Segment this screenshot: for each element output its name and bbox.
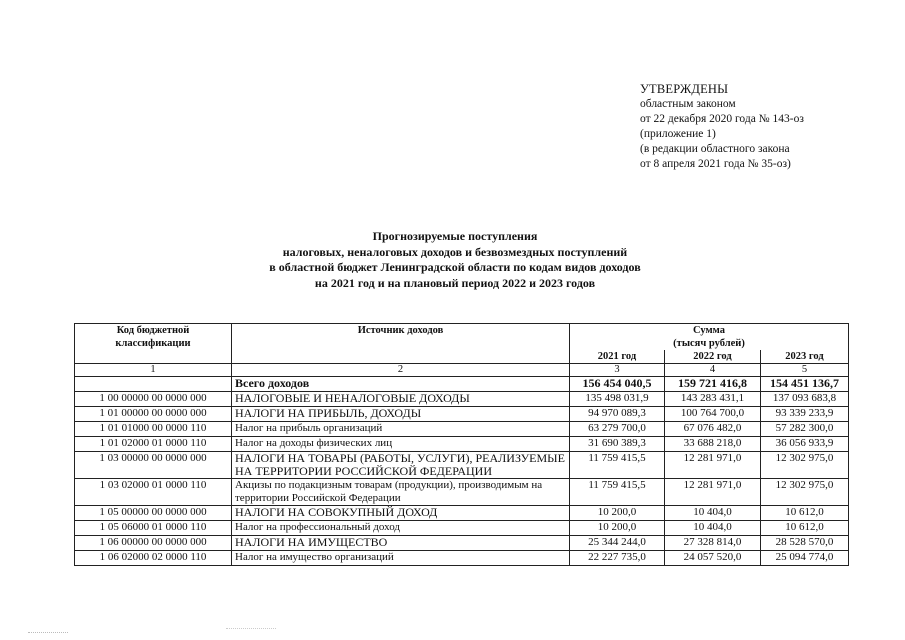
value-2022: 27 328 814,0 [665,536,761,551]
total-2023: 154 451 136,7 [761,377,849,392]
column-index-row [75,364,849,377]
code-cell: 1 01 01000 00 0000 110 [75,422,232,437]
value-2022: 100 764 700,0 [665,407,761,422]
value-2023: 137 093 683,8 [761,392,849,407]
total-code [75,377,232,392]
value-2022: 12 281 971,0 [665,452,761,479]
total-2022: 159 721 416,8 [665,377,761,392]
source-cell: НАЛОГОВЫЕ И НЕНАЛОГОВЫЕ ДОХОДЫ [232,392,570,407]
header-sum-label: Сумма [693,325,725,336]
source-cell: НАЛОГИ НА ИМУЩЕСТВО [232,536,570,551]
value-2022: 67 076 482,0 [665,422,761,437]
source-cell: Налог на доходы физических лиц [232,437,570,452]
value-2021: 11 759 415,5 [570,452,665,479]
title-line: Прогнозируемые поступления [372,229,538,243]
document-title [200,229,710,291]
total-row [75,377,849,392]
source-cell: Налог на профессиональный доход [232,521,570,536]
code-cell: 1 01 02000 01 0000 110 [75,437,232,452]
total-2021: 156 454 040,5 [570,377,665,392]
table-row [75,452,849,479]
approval-heading: УТВЕРЖДЕНЫ [640,82,729,96]
code-cell: 1 03 00000 00 0000 000 [75,452,232,479]
value-2021: 10 200,0 [570,521,665,536]
value-2021: 10 200,0 [570,506,665,521]
value-2021: 63 279 700,0 [570,422,665,437]
revenue-table [74,323,849,566]
code-cell: 1 05 06000 01 0000 110 [75,521,232,536]
value-2023: 12 302 975,0 [761,452,849,479]
value-2021: 25 344 244,0 [570,536,665,551]
code-cell: 1 05 00000 00 0000 000 [75,506,232,521]
table-row [75,506,849,521]
header-sum [570,324,849,351]
total-label: Всего доходов [232,377,570,392]
column-index: 5 [761,364,849,377]
value-2023: 57 282 300,0 [761,422,849,437]
code-cell: 1 06 00000 00 0000 000 [75,536,232,551]
source-cell: НАЛОГИ НА ТОВАРЫ (РАБОТЫ, УСЛУГИ), РЕАЛИЗУЕМЫЕ НА ТЕРРИТОРИИ РОССИЙСКОЙ ФЕДЕРАЦИИ [232,452,570,479]
column-index: 3 [570,364,665,377]
table-row [75,392,849,407]
code-cell: 1 01 00000 00 0000 000 [75,407,232,422]
value-2023: 93 339 233,9 [761,407,849,422]
value-2022: 33 688 218,0 [665,437,761,452]
approval-stamp [640,82,804,172]
source-cell: Акцизы по подакцизным товарам (продукции), производимым на территории Российской Федерации [232,479,570,506]
header-units: (тысяч рублей) [673,338,745,349]
title-line: на 2021 год и на плановый период 2022 и 2023 годов [314,275,596,290]
title-line: в областной бюджет Ленинградской области по кодам видов доходов [269,260,641,274]
table-row [75,407,849,422]
header-2022: 2022 год [665,350,761,364]
value-2022: 10 404,0 [665,521,761,536]
table-row [75,437,849,452]
value-2022: 10 404,0 [665,506,761,521]
table-row [75,422,849,437]
value-2023: 28 528 570,0 [761,536,849,551]
value-2021: 22 227 735,0 [570,551,665,566]
value-2023: 10 612,0 [761,521,849,536]
source-cell: Налог на имущество организаций [232,551,570,566]
code-cell: 1 03 02000 01 0000 110 [75,479,232,506]
scan-artifact [226,628,276,629]
value-2022: 143 283 431,1 [665,392,761,407]
title-line: налоговых, неналоговых доходов и безвозмездных поступлений [282,244,628,259]
table-row [75,536,849,551]
approval-line: (приложение 1) [640,128,716,140]
approval-line: от 8 апреля 2021 года № 35-оз) [640,158,791,170]
value-2022: 12 281 971,0 [665,479,761,506]
header-2023: 2023 год [761,350,849,364]
code-cell: 1 06 02000 02 0000 110 [75,551,232,566]
table-row [75,479,849,506]
column-index: 1 [75,364,232,377]
source-cell: НАЛОГИ НА ПРИБЫЛЬ, ДОХОДЫ [232,407,570,422]
table-row [75,521,849,536]
table-row [75,551,849,566]
approval-line: (в редакции областного закона [640,143,790,155]
code-cell: 1 00 00000 00 0000 000 [75,392,232,407]
column-index: 2 [232,364,570,377]
approval-line: от 22 декабря 2020 года № 143-оз [640,113,804,125]
value-2021: 135 498 031,9 [570,392,665,407]
source-cell: Налог на прибыль организаций [232,422,570,437]
scan-artifact [28,626,68,633]
value-2023: 25 094 774,0 [761,551,849,566]
header-2021: 2021 год [570,350,665,364]
header-code: Код бюджетной классификации [75,324,232,364]
value-2023: 10 612,0 [761,506,849,521]
value-2021: 11 759 415,5 [570,479,665,506]
value-2021: 94 970 089,3 [570,407,665,422]
header-source: Источник доходов [232,324,570,364]
value-2023: 36 056 933,9 [761,437,849,452]
column-index: 4 [665,364,761,377]
source-cell: НАЛОГИ НА СОВОКУПНЫЙ ДОХОД [232,506,570,521]
value-2022: 24 057 520,0 [665,551,761,566]
value-2023: 12 302 975,0 [761,479,849,506]
approval-line: областным законом [640,98,736,110]
value-2021: 31 690 389,3 [570,437,665,452]
